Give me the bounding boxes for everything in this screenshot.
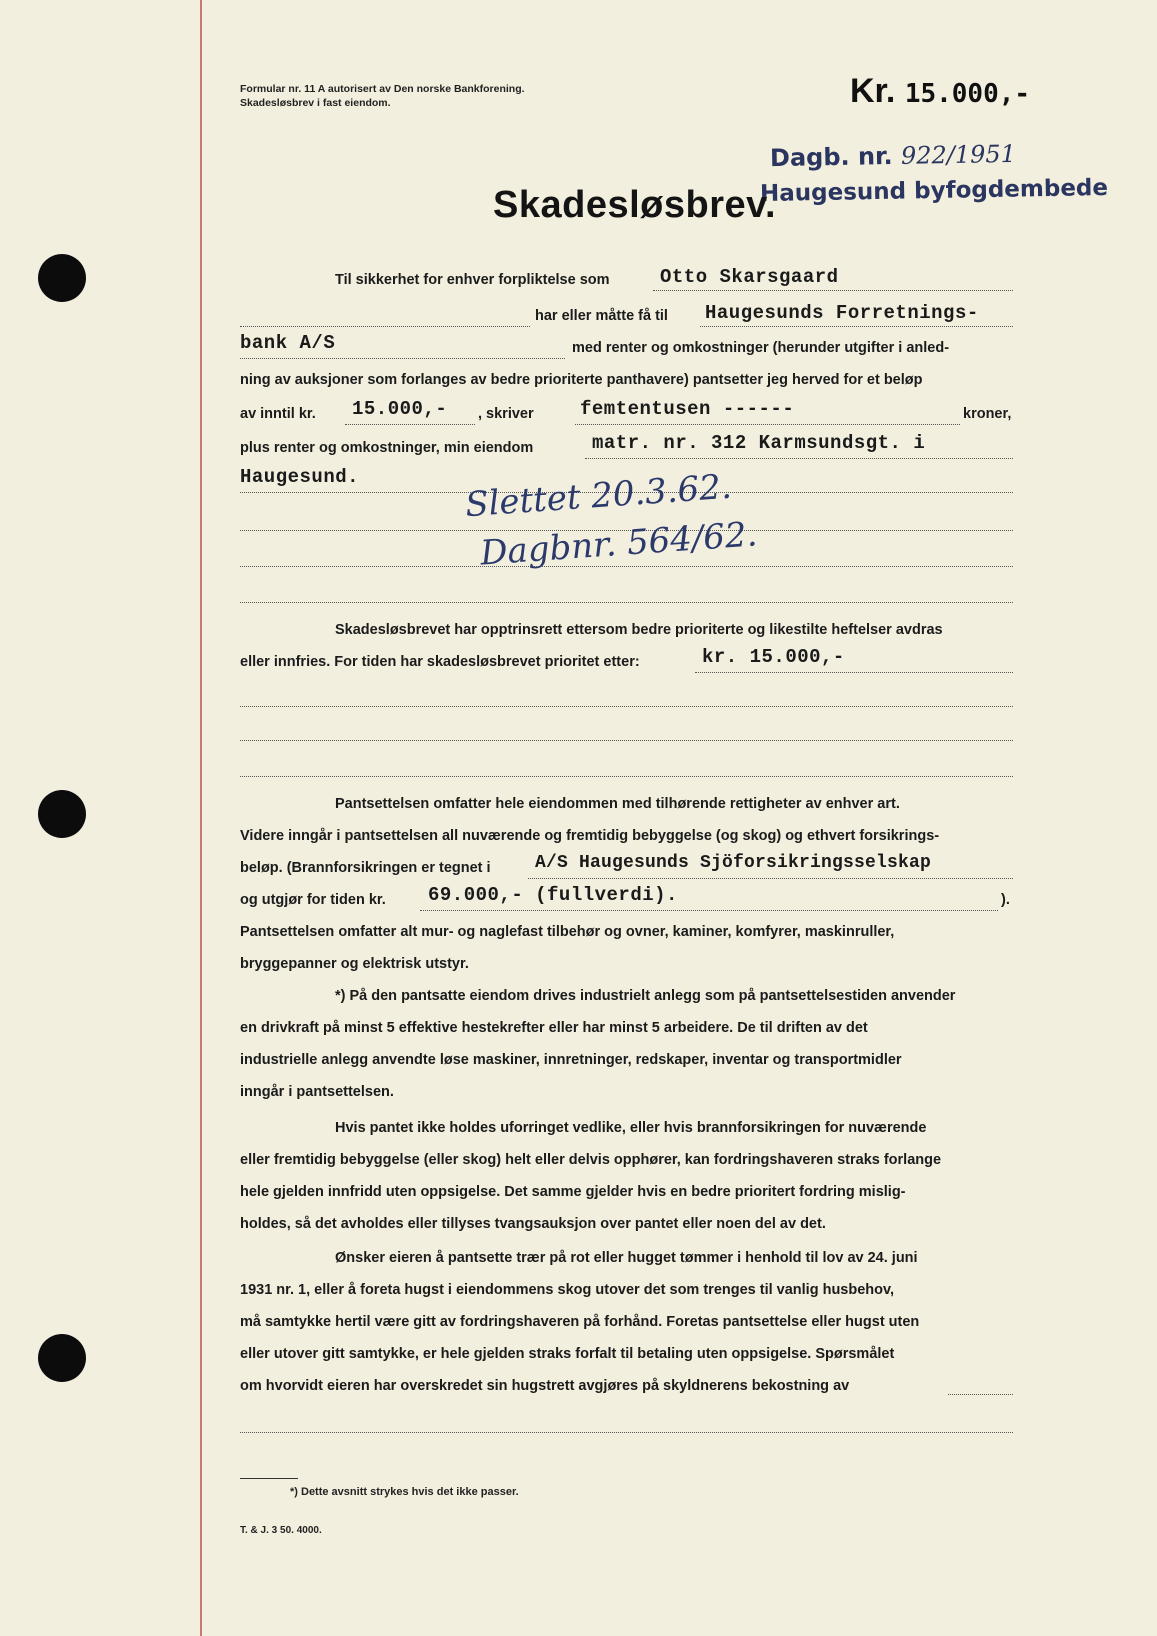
text-line: eller fremtidig bebyggelse (eller skog) helt eller delvis opphører, kan fordringshaveren straks forlange	[240, 1152, 942, 1168]
text-line: har eller måtte få til	[535, 308, 668, 324]
text-line: holdes, så det avholdes eller tillyses tvangsauksjon over pantet eller noen del av det.	[240, 1216, 826, 1232]
document-title: Skadesløsbrev.	[493, 184, 777, 226]
fill-line	[575, 424, 960, 425]
creditor-name-cont: bank A/S	[240, 332, 336, 354]
text-line: inngår i pantsettelsen.	[240, 1084, 394, 1100]
text-line: må samtykke hertil være gitt av fordringshaveren på forhånd. Foretas pantsettelse eller hugst uten	[240, 1314, 920, 1330]
text-line: ning av auksjoner som forlanges av bedre prioriterte panthavere) pantsetter jeg herved for et beløp	[240, 372, 923, 388]
fill-line	[240, 358, 565, 359]
text-line: og utgjør for tiden kr.	[240, 892, 386, 908]
text-line: eller utover gitt samtykke, er hele gjelden straks forfalt til betaling uten oppsigelse. Spørsmålet	[240, 1346, 895, 1362]
text-line: *) På den pantsatte eiendom drives industrielt anlegg som på pantsettelsestiden anvender	[335, 988, 956, 1004]
amount-box	[850, 72, 1030, 111]
fill-line	[420, 910, 998, 911]
loan-amount: 15.000,-	[352, 398, 448, 420]
text-line: bryggepanner og elektrisk utstyr.	[240, 956, 469, 972]
form-header-line: Formular nr. 11 A autorisert av Den norske Bankforening.	[240, 83, 525, 95]
text-line: Ønsker eieren å pantsette trær på rot eller hugget tømmer i henhold til lov av 24. juni	[335, 1250, 918, 1266]
fill-line	[240, 776, 1013, 777]
text-line: Skadesløsbrevet har opptrinsrett ettersom bedre prioriterte og likestilte heftelser avdras	[335, 622, 943, 638]
dagb-number: 922/1951	[900, 139, 1017, 170]
form-header-line: Skadesløsbrev i fast eiendom.	[240, 97, 391, 109]
debtor-name: Otto Skarsgaard	[660, 266, 839, 288]
text-line: Hvis pantet ikke holdes uforringet vedlike, eller hvis brannforsikringen for nuværende	[335, 1120, 927, 1136]
fill-line	[585, 458, 1013, 459]
text-line: eller innfries. For tiden har skadesløsbrevet prioritet etter:	[240, 654, 640, 670]
text-line: av inntil kr.	[240, 406, 316, 422]
amount-in-words: femtentusen ------	[580, 398, 795, 420]
text-line: Videre inngår i pantsettelsen all nuværende og fremtidig bebyggelse (og skog) og ethvert forsikrings-	[240, 828, 940, 844]
text-line: med renter og omkostninger (herunder utgifter i anled-	[572, 340, 950, 356]
punch-hole	[38, 790, 86, 838]
text-line: Pantsettelsen omfatter hele eiendommen med tilhørende rettigheter av enhver art.	[335, 796, 900, 812]
registration-stamp	[770, 140, 1016, 172]
fill-line	[345, 424, 475, 425]
fill-line	[240, 566, 1013, 567]
text-line: 1931 nr. 1, eller å foreta hugst i eiendommens skog utover det som trenges til vanlig husbehov,	[240, 1282, 895, 1298]
fill-line	[700, 326, 1013, 327]
insurance-company: A/S Haugesunds Sjöforsikringsselskap	[535, 853, 932, 873]
punch-hole	[38, 1334, 86, 1382]
fill-line	[653, 290, 1013, 291]
text-line: , skriver	[478, 406, 534, 422]
amount-value: 15.000,-	[904, 79, 1031, 109]
fill-line	[948, 1394, 1013, 1395]
fill-line	[695, 672, 1013, 673]
text-line: hele gjelden innfridd uten oppsigelse. Det samme gjelder hvis en bedre prioritert fordring mislig-	[240, 1184, 906, 1200]
fill-line	[240, 326, 530, 327]
text-line: Pantsettelsen omfatter alt mur- og naglefast tilbehør og ovner, kaminer, komfyrer, maskinruller,	[240, 924, 895, 940]
text-line: om hvorvidt eieren har overskredet sin hugstrett avgjøres på skyldnerens bekostning av	[240, 1378, 850, 1394]
office-stamp: Haugesund byfogdembede	[759, 174, 1109, 208]
amount-prefix: Kr.	[850, 72, 896, 110]
priority-amount: kr. 15.000,-	[702, 646, 845, 668]
property-description: matr. nr. 312 Karmsundsgt. i	[592, 432, 926, 454]
print-code: T. & J. 3 50. 4000.	[240, 1525, 322, 1536]
punch-hole	[38, 254, 86, 302]
text-line: plus renter og omkostninger, min eiendom	[240, 440, 534, 456]
fill-line	[240, 1432, 1013, 1433]
fill-line	[240, 740, 1013, 741]
margin-rule	[200, 0, 202, 1636]
dagb-label: Dagb. nr.	[769, 142, 893, 173]
creditor-name: Haugesunds Forretnings-	[705, 302, 979, 324]
form-header	[240, 82, 525, 110]
text-line: ).	[1001, 892, 1010, 908]
footnote-rule	[240, 1478, 298, 1479]
text-line: beløp. (Brannforsikringen er tegnet i	[240, 860, 491, 876]
handwritten-annotation: Slettet 20.3.62.	[463, 466, 733, 526]
text-line: en drivkraft på minst 5 effektive hestekrefter eller har minst 5 arbeidere. De til driften av det	[240, 1020, 868, 1036]
fill-line	[528, 878, 1013, 879]
property-description-cont: Haugesund.	[240, 466, 360, 488]
fill-line	[240, 706, 1013, 707]
footnote: *) Dette avsnitt strykes hvis det ikke passer.	[290, 1486, 519, 1498]
text-line: kroner,	[963, 406, 1012, 422]
text-line: Til sikkerhet for enhver forpliktelse som	[335, 272, 610, 288]
text-line: industrielle anlegg anvendte løse maskiner, innretninger, redskaper, inventar og transportmidler	[240, 1052, 902, 1068]
handwritten-annotation: Dagbnr. 564/62.	[478, 514, 759, 574]
insurance-value: 69.000,- (fullverdi).	[428, 884, 678, 906]
fill-line	[240, 602, 1013, 603]
